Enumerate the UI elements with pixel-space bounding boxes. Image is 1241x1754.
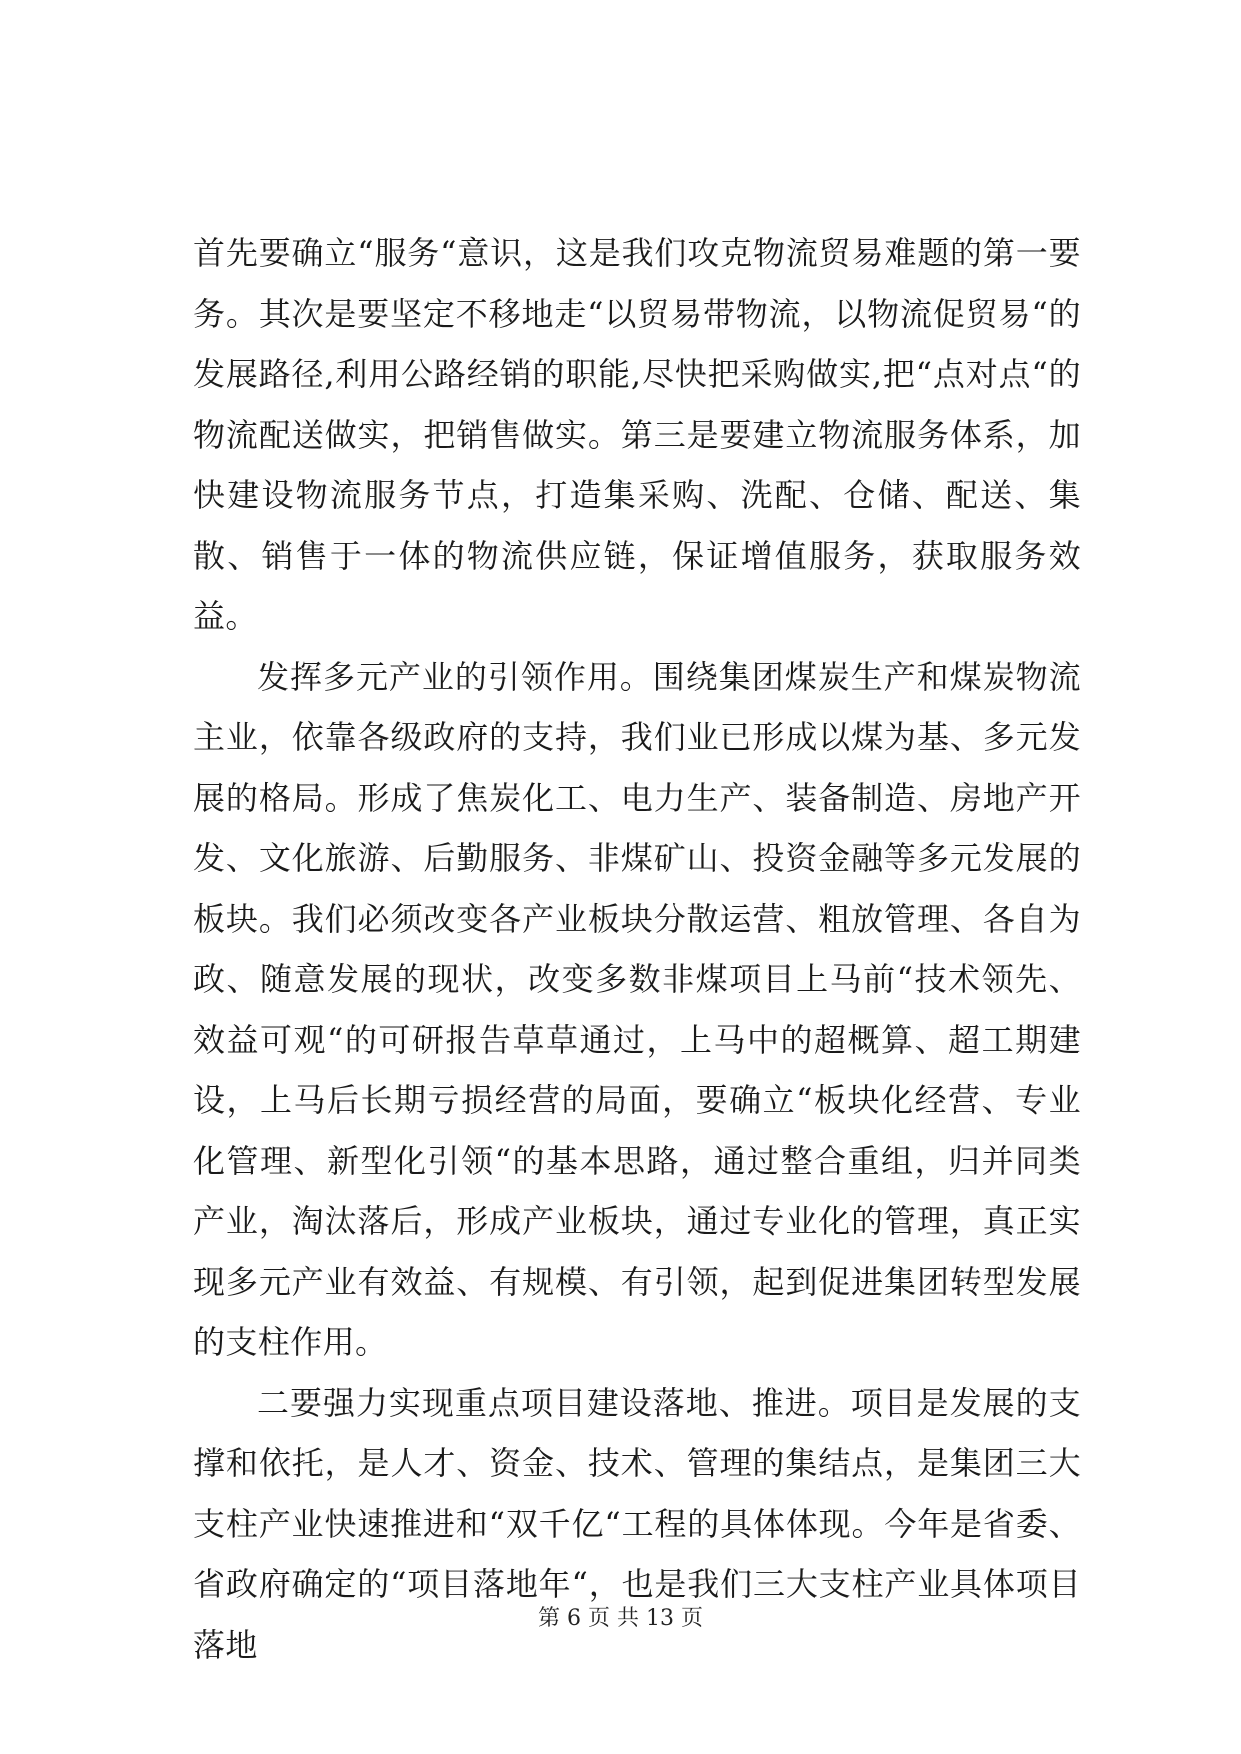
paragraph-3: 二要强力实现重点项目建设落地、推进。项目是发展的支撑和依托，是人才、资金、技术、管理的集结点，是集团三大支柱产业快速推进和“双千亿“工程的具体体现。今年是省委、省政府确定的“项目落地年“，也是我们三大支柱产业具体项目落地 <box>193 1383 1081 1664</box>
page-footer: 第 6 页 共 13 页 <box>538 1606 703 1631</box>
paragraph-1: 首先要确立“服务“意识，这是我们攻克物流贸易难题的第一要务。其次是要坚定不移地走“以贸易带物流，以物流促贸易“的发展路径,利用公路经销的职能,尽快把采购做实,把“点对点“的物流配送做实，把销售做实。第三是要建立物流服务体系，加快建设物流服务节点，打造集采购、洗配、仓储、配送、集散、销售于一体的物流供应链，保证增值服务，获取服务效益。 <box>193 234 1081 635</box>
body-text <box>193 223 1081 1675</box>
paragraph-2: 发挥多元产业的引领作用。围绕集团煤炭生产和煤炭物流主业，依靠各级政府的支持，我们业已形成以煤为基、多元发展的格局。形成了焦炭化工、电力生产、装备制造、房地产开发、文化旅游、后勤服务、非煤矿山、投资金融等多元发展的板块。我们必须改变各产业板块分散运营、粗放管理、各自为政、随意发展的现状，改变多数非煤项目上马前“技术领先、效益可观“的可研报告草草通过，上马中的超概算、超工期建设，上马后长期亏损经营的局面，要确立“板块化经营、专业化管理、新型化引领“的基本思路，通过整合重组，归并同类产业，淘汰落后，形成产业板块，通过专业化的管理，真正实现多元产业有效益、有规模、有引领，起到促进集团转型发展的支柱作用。 <box>193 657 1081 1361</box>
